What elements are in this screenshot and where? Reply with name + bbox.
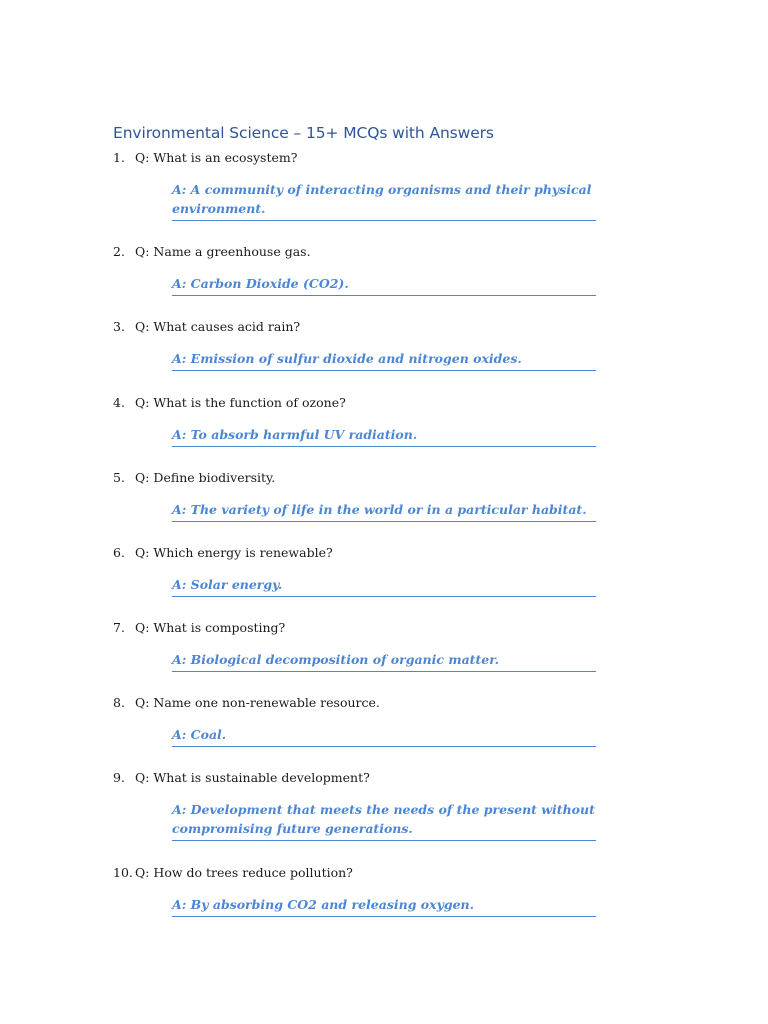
question-number: 5. [113, 470, 125, 485]
question-item-10 [113, 865, 603, 917]
question-item-8 [113, 695, 603, 747]
answer-text: A: Emission of sulfur dioxide and nitrogen oxides. [172, 349, 596, 371]
question-item-5 [113, 470, 603, 522]
answer-text: A: To absorb harmful UV radiation. [172, 425, 596, 447]
question-text: Q: What is composting? [135, 620, 286, 635]
question-item-9 [113, 770, 603, 841]
answer-text: A: A community of interacting organisms and their physical environment. [172, 180, 596, 221]
question-number: 4. [113, 395, 125, 410]
question-number: 3. [113, 319, 125, 334]
question-text: Q: What is sustainable development? [135, 770, 370, 785]
question-item-2 [113, 244, 603, 296]
document-title: Environmental Science – 15+ MCQs with Answers [113, 124, 494, 142]
question-text: Q: Name a greenhouse gas. [135, 244, 311, 259]
question-item-1 [113, 150, 603, 221]
question-number: 10. [113, 865, 133, 880]
question-text: Q: Name one non-renewable resource. [135, 695, 380, 710]
answer-text: A: Solar energy. [172, 575, 596, 597]
question-text: Q: Define biodiversity. [135, 470, 276, 485]
answer-text: A: Carbon Dioxide (CO2). [172, 274, 596, 296]
question-text: Q: What is the function of ozone? [135, 395, 346, 410]
question-number: 2. [113, 244, 125, 259]
question-text: Q: How do trees reduce pollution? [135, 865, 353, 880]
question-number: 8. [113, 695, 125, 710]
answer-text: A: Development that meets the needs of the present without compromising future generations. [172, 800, 596, 841]
question-number: 7. [113, 620, 125, 635]
question-item-7 [113, 620, 603, 672]
answer-text: A: Biological decomposition of organic matter. [172, 650, 596, 672]
answer-text: A: Coal. [172, 725, 596, 747]
question-item-4 [113, 395, 603, 447]
question-number: 9. [113, 770, 125, 785]
answer-text: A: The variety of life in the world or in a particular habitat. [172, 500, 596, 522]
question-number: 1. [113, 150, 125, 165]
question-text: Q: What is an ecosystem? [135, 150, 298, 165]
question-text: Q: What causes acid rain? [135, 319, 301, 334]
question-number: 6. [113, 545, 125, 560]
question-item-3 [113, 319, 603, 371]
answer-text: A: By absorbing CO2 and releasing oxygen. [172, 895, 596, 917]
question-item-6 [113, 545, 603, 597]
question-text: Q: Which energy is renewable? [135, 545, 333, 560]
